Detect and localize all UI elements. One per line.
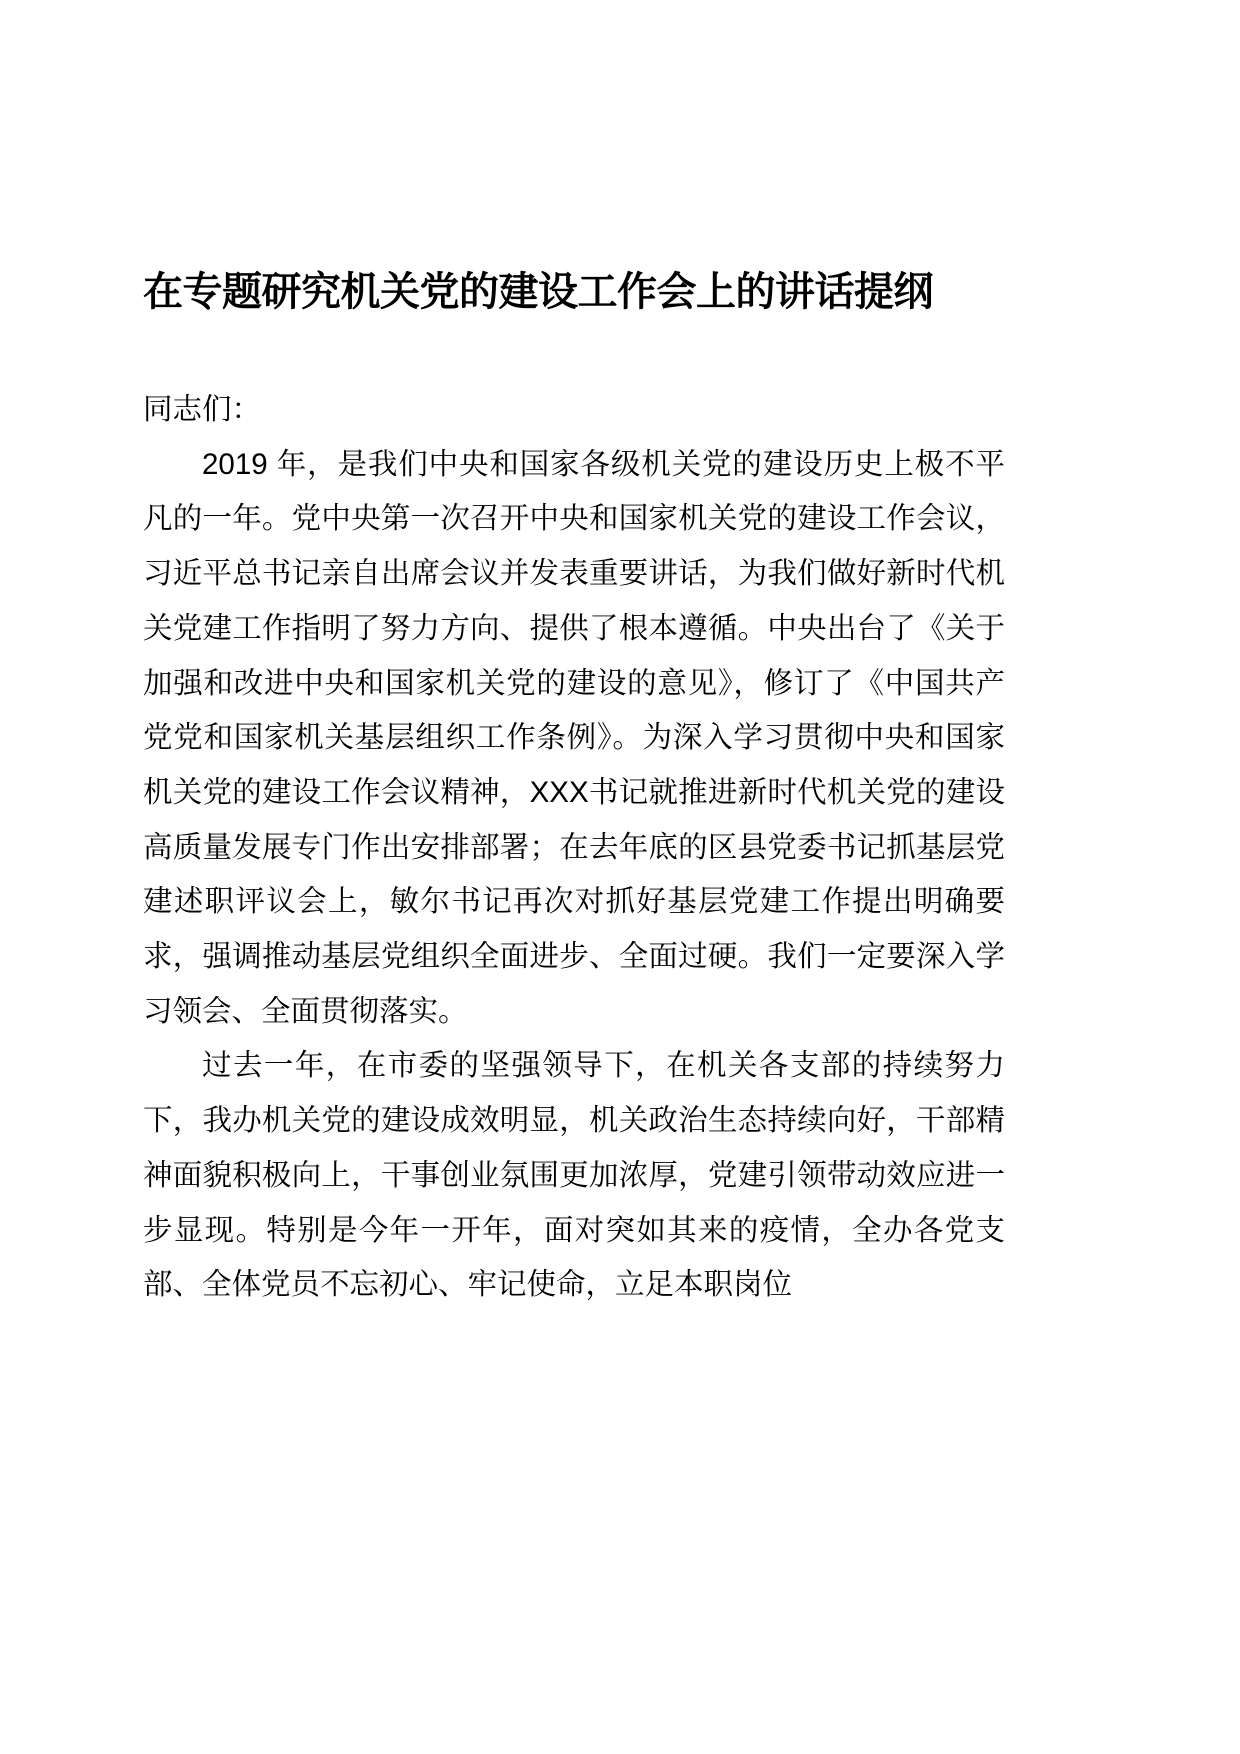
salutation-line: 同志们：: [143, 393, 262, 426]
body-paragraph-1: 2019 年，是我们中央和国家各级机关党的建设历史上极不平凡的一年。党中央第一次召开中央和国家机关党的建设工作会议，习近平总书记亲自出席会议并发表重要讲话，为我们做好新时代机关党建工作指明了努力方向、提供了根本遵循。中央出台了《关于加强和改进中央和国家机关党的建设的意见》，修订了《中国共产党党和国家机关基层组织工作条例》。为深入学习贯彻中央和国家机关党的建设工作会议精神，XXX书记就推进新时代机关党的建设高质量发展专门作出安排部署；在去年底的区县党委书记抓基层党建述职评议会上，敏尔书记再次对抓好基层党建工作提出明确要求，强调推动基层党组织全面进步、全面过硬。我们一定要深入学习领会、全面贯彻落实。: [143, 447, 1005, 1028]
document-body: [143, 383, 1005, 1313]
page-title: 在专题研究机关党的建设工作会上的讲话提纲: [143, 270, 933, 314]
body-paragraph-2: 过去一年，在市委的坚强领导下，在机关各支部的持续努力下，我办机关党的建设成效明显，机关政治生态持续向好，干部精神面貌积极向上，干事创业氛围更加浓厚，党建引领带动效应进一步显现。特别是今年一开年，面对突如其来的疫情，全办各党支部、全体党员不忘初心、牢记使命，立足本职岗位: [143, 1049, 1005, 1302]
